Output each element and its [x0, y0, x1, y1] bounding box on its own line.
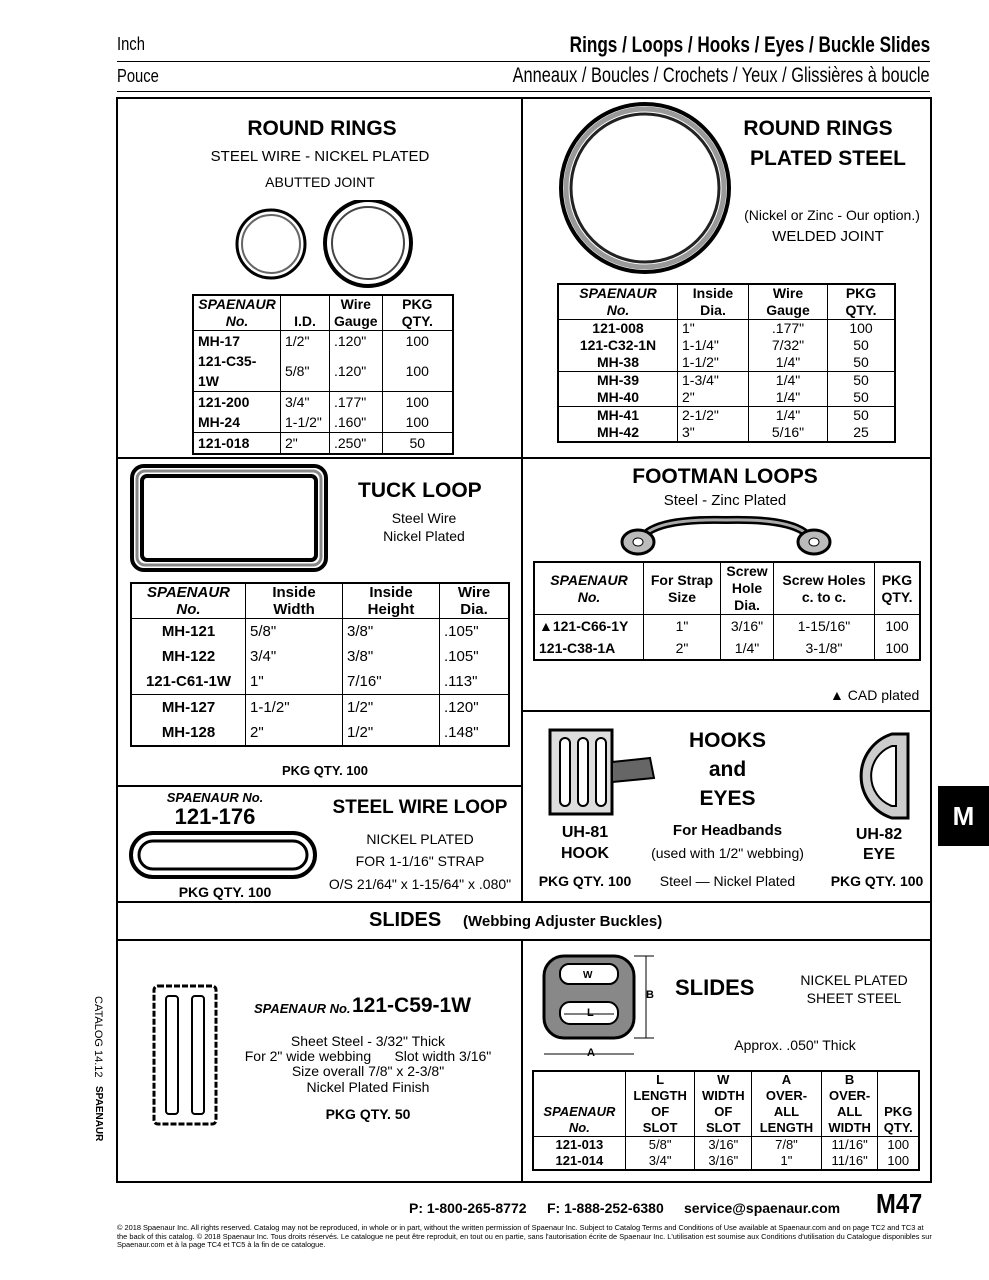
wire-loop-number: 121-176 — [174, 804, 256, 829]
table-cell: 25 — [828, 424, 896, 442]
slides-mat2: SHEET STEEL — [806, 990, 902, 1006]
footman-sub: Steel - Zinc Plated — [663, 492, 787, 509]
header-text: WIDTH — [701, 1088, 745, 1103]
table-cell: 1/4" — [749, 407, 828, 425]
table-cell: 2" — [678, 389, 749, 407]
table-row — [533, 1137, 919, 1154]
hook-label: HOOK — [561, 845, 609, 862]
table-cell: 1" — [752, 1153, 822, 1170]
eye-pkg: PKG QTY. 100 — [830, 873, 924, 889]
table-cell: 100 — [382, 351, 453, 392]
table-cell: 121-018 — [193, 433, 281, 455]
table-cell: 3" — [678, 424, 749, 442]
table-cell: .177" — [330, 392, 383, 413]
divider-center-top — [521, 97, 523, 902]
slide-left-l4: Nickel Plated Finish — [306, 1079, 430, 1095]
headbands-label: For Headbands — [672, 822, 783, 839]
table-row — [558, 337, 895, 354]
divider-left-row3 — [116, 785, 522, 787]
tuck-loop-pkg: PKG QTY. 100 — [282, 763, 368, 778]
table-header — [878, 1071, 919, 1137]
catalog-version: CATALOG 14.12 — [92, 996, 104, 1078]
header-rule-2 — [117, 91, 930, 92]
footman-loop-image — [618, 512, 834, 558]
slides-section-title: SLIDES — [369, 909, 442, 931]
table-cell: 100 — [875, 615, 921, 638]
table-cell: 50 — [382, 433, 453, 455]
round-rings-2-table: SPAENAUR No. Inside Dia. Wire Gauge PKG QTY. 121-008 1" .177" 100 121-C32-1N 1-1/4" 7/32" 50 MH-38 1-1/2" 1/4" 50 MH-39 1-3/4" 1/4" 50 MH-40 2" 1/4" 50 MH-41 2-1/2" 1/4" 50 MH-42 3" 5/16" 25 — [557, 283, 896, 443]
table-header — [695, 1071, 752, 1137]
table-cell: MH-127 — [131, 695, 246, 721]
table-cell: 121-014 — [555, 1153, 604, 1168]
table-cell: MH-121 — [161, 623, 216, 640]
table-cell: 100 — [828, 320, 896, 338]
table-row — [131, 619, 509, 645]
table-header — [752, 1071, 822, 1137]
header-text: W — [717, 1072, 730, 1087]
table-cell: 100 — [878, 1153, 919, 1170]
table-row — [558, 407, 895, 425]
header-text: OF — [651, 1104, 670, 1119]
table-row — [193, 412, 453, 433]
slide-left-l2: For 2" wide webbing Slot width 3/16" — [244, 1048, 492, 1064]
wire-loop-l2: FOR 1-1/16" STRAP — [355, 853, 485, 869]
table-row — [558, 320, 895, 338]
tuck-loop-sub2: Nickel Plated — [383, 528, 465, 544]
footman-note: ▲ CAD plated — [830, 687, 920, 703]
table-cell: 11/16" — [821, 1137, 878, 1154]
footer-phone: P: 1-800-265-8772 — [409, 1200, 527, 1216]
table-cell: .120" — [330, 331, 383, 352]
table-header-row — [533, 1071, 919, 1137]
table-row — [131, 669, 509, 695]
round-rings-2-note: (Nickel or Zinc - Our option.) — [744, 207, 920, 223]
tuck-loop-table: SPAENAUR No. Inside Width Inside Height Wire Dia. MH-121 5/8" 3/8" .105" MH-122 3/4" 3/8" .105" 121-C61-1W 1" 7/16" .113" MH-127 1-1/2" 1/2" .120" MH-128 2" 1/2" .148" — [130, 582, 510, 747]
table-row — [193, 331, 453, 352]
table-cell: .120" — [440, 695, 510, 721]
page-number: M47 — [876, 1188, 923, 1219]
table-cell: 100 — [382, 331, 453, 352]
table-cell: .120" — [330, 351, 383, 392]
slide-left-l3: Size overall 7/8" x 2-3/8" — [291, 1063, 445, 1079]
round-rings-2-joint: WELDED JOINT — [772, 228, 884, 245]
plated-ring-image — [552, 100, 742, 280]
round-rings-2-title: ROUND RINGS — [743, 117, 893, 140]
dim-a: A — [587, 1047, 595, 1059]
header-pouce: Pouce — [117, 66, 159, 86]
table-cell: 1/4" — [749, 354, 828, 372]
table-cell: 3/8" — [343, 644, 440, 669]
header-text: WIDTH — [828, 1120, 871, 1135]
table-row — [534, 637, 920, 660]
table-header — [625, 1071, 695, 1137]
wire-loop-l1: NICKEL PLATED — [366, 831, 474, 847]
wire-loop-image — [128, 830, 318, 880]
round-rings-subtitle: STEEL WIRE - NICKEL PLATED — [210, 148, 430, 165]
header-text: SLOT — [705, 1120, 741, 1135]
header-rule-1 — [117, 61, 930, 62]
tuck-loop-title: TUCK LOOP — [358, 479, 482, 502]
table-cell: MH-17 — [198, 333, 241, 349]
table-cell: 1-3/4" — [678, 372, 749, 390]
header-text: QTY. — [883, 1120, 913, 1135]
hook-number: UH-81 — [561, 824, 609, 841]
round-rings-joint: ABUTTED JOINT — [265, 174, 375, 190]
table-row — [131, 720, 509, 746]
header-text: SPAENAUR — [543, 1104, 616, 1119]
table-cell: 5/16" — [749, 424, 828, 442]
table-row — [131, 644, 509, 669]
header-text: No. — [568, 1120, 590, 1135]
table-cell: 7/8" — [752, 1137, 822, 1154]
header-text: OVER- — [765, 1088, 808, 1103]
slides-section-sub: (Webbing Adjuster Buckles) — [463, 913, 663, 930]
dim-w: W — [583, 970, 593, 981]
wire-loop-label: SPAENAUR No. — [166, 790, 264, 805]
divider-slides-bottom — [116, 939, 932, 941]
table-row — [558, 424, 895, 442]
table-cell: 121-008 — [592, 320, 644, 336]
table-cell: 121-C35-1W — [198, 353, 257, 389]
table-header — [533, 1071, 625, 1137]
divider-center-bottom — [521, 940, 523, 1183]
table-cell: .113" — [440, 669, 510, 695]
header-text: OF — [714, 1104, 733, 1119]
section-tab-m: M — [938, 786, 989, 846]
webbing-note: (used with 1/2" webbing) — [651, 845, 804, 861]
header-title-fr: Anneaux / Boucles / Crochets / Yeux / Glissières à boucle — [512, 64, 930, 87]
hook-pkg: PKG QTY. 100 — [538, 873, 632, 889]
table-cell: 1" — [246, 669, 343, 695]
table-cell: MH-42 — [596, 424, 639, 440]
table-cell: 50 — [828, 354, 896, 372]
round-rings-2-subtitle: PLATED STEEL — [750, 147, 906, 170]
table-cell: 3/16" — [695, 1153, 752, 1170]
table-cell: 3/4" — [246, 644, 343, 669]
slide-diagram — [538, 950, 663, 1062]
divider-slides-top — [116, 901, 932, 903]
header-text: A — [781, 1072, 792, 1087]
round-rings-title: ROUND RINGS — [247, 117, 397, 140]
table-cell: 121-C32-1N — [579, 337, 657, 353]
table-cell: 50 — [828, 372, 896, 390]
footer-legal: © 2018 Spaenaur Inc. All rights reserved. Catalog may not be reproduced, in whole or in part, without the written permission of Spaenaur Inc. Subject to Catalog Terms and Conditions of Use available at Spaenaur.com and on page TC2 and TC3 at the back of this catalog. © 2018 Spaenaur Inc. Tous droits réservés. Le catalogue ne peut être reproduit, en tout ou en partie, sans l'autorisation écrite de Spaenaur Inc. L'utilisation est soumise aux Conditions d'utilisation du Catalogue disponibles sur Spaenaur.com et à la page TC4 et TC5 à la fin de ce catalogue. — [117, 1223, 932, 1250]
header-text: ALL — [836, 1104, 863, 1119]
slides-mat1: NICKEL PLATED — [800, 972, 908, 988]
table-row — [558, 389, 895, 407]
divider-right-row3 — [522, 710, 932, 712]
header-text: SLOT — [642, 1120, 678, 1135]
table-cell: MH-39 — [558, 372, 678, 390]
table-cell: 1-1/2" — [678, 354, 749, 372]
table-cell: 1/2" — [343, 695, 440, 721]
header-text: LENGTH — [759, 1120, 814, 1135]
side-brand: SPAENAUR — [93, 1086, 104, 1142]
table-cell: .105" — [440, 619, 510, 645]
table-cell: MH-41 — [558, 407, 678, 425]
table-cell: .148" — [440, 720, 510, 746]
table-cell: 121-C61-1W — [145, 673, 232, 690]
table-cell: 2-1/2" — [678, 407, 749, 425]
table-cell: 3/4" — [625, 1153, 695, 1170]
wire-loop-pkg: PKG QTY. 100 — [178, 884, 272, 900]
table-cell: 1-1/2" — [246, 695, 343, 721]
slides-table — [532, 1070, 920, 1171]
table-cell: MH-122 — [161, 648, 216, 665]
hooks-material: Steel — Nickel Plated — [659, 873, 796, 889]
header-text: OVER- — [829, 1088, 871, 1103]
header-text: LENGTH — [633, 1088, 687, 1103]
header-text: ALL — [773, 1104, 800, 1119]
table-cell: 1/4" — [749, 372, 828, 390]
eye-label: EYE — [862, 846, 895, 863]
header-text: L — [656, 1072, 665, 1087]
footman-table: SPAENAUR No. For Strap Size Screw Hole Dia. Screw Holes c. to c. PKG QTY. ▲121-C66-1Y 1" 3/16" 1-15/16" 100 121-C38-1A 2" 1/4" 3-1/8" 100 — [533, 561, 921, 661]
table-row — [193, 433, 453, 455]
dim-l: L — [587, 1007, 594, 1019]
footer-email: service@spaenaur.com — [684, 1200, 841, 1216]
slide-buckle-image — [150, 982, 220, 1128]
footer-fax: F: 1-888-252-6380 — [547, 1200, 664, 1216]
table-cell: 1-15/16" — [774, 615, 875, 638]
header-title-en: Rings / Loops / Hooks / Eyes / Buckle Slides — [569, 32, 930, 57]
tuck-loop-sub1: Steel Wire — [391, 510, 457, 526]
table-cell: 50 — [828, 337, 896, 354]
header-text: B — [844, 1072, 855, 1087]
table-cell: 2" — [281, 433, 330, 455]
table-cell: .250" — [330, 433, 383, 455]
table-cell: MH-24 — [198, 414, 241, 430]
round-rings-image — [232, 200, 422, 290]
table-cell: ▲121-C66-1Y — [539, 618, 629, 634]
table-cell: 2" — [246, 720, 343, 746]
table-cell: 1/4" — [749, 389, 828, 407]
table-cell: MH-40 — [596, 389, 639, 405]
tuck-loop-image — [128, 462, 330, 574]
table-row — [131, 695, 509, 721]
table-cell: MH-128 — [161, 724, 216, 741]
table-row — [558, 354, 895, 372]
table-row — [533, 1153, 919, 1170]
table-row — [534, 615, 920, 638]
table-cell: 1-1/2" — [281, 412, 330, 433]
slide-left-label: SPAENAUR No. — [254, 1001, 351, 1016]
table-cell: 3/16" — [721, 615, 774, 638]
table-cell: 50 — [828, 389, 896, 407]
hooks-title: HOOKS — [688, 729, 766, 752]
table-cell: 1" — [644, 615, 721, 638]
table-cell: .105" — [440, 644, 510, 669]
table-cell: 121-200 — [193, 392, 281, 413]
table-cell: 100 — [382, 392, 453, 413]
table-cell: 2" — [644, 637, 721, 660]
table-cell: 3/16" — [695, 1137, 752, 1154]
table-cell: .177" — [749, 320, 828, 338]
footman-title: FOOTMAN LOOPS — [632, 465, 818, 488]
table-cell: MH-38 — [596, 354, 639, 370]
hook-image — [540, 724, 660, 822]
table-row — [558, 372, 895, 390]
table-cell: 5/8" — [625, 1137, 695, 1154]
table-cell: 121-C38-1A — [539, 640, 616, 656]
table-cell: 7/32" — [749, 337, 828, 354]
divider-row1 — [116, 457, 932, 459]
table-cell: 5/8" — [246, 619, 343, 645]
wire-loop-l3: O/S 21/64" x 1-15/64" x .080" — [328, 876, 512, 892]
table-cell: 1/2" — [281, 331, 330, 352]
table-header — [821, 1071, 878, 1137]
table-cell: 1/2" — [343, 720, 440, 746]
table-cell: .160" — [330, 412, 383, 433]
slide-left-l1: Sheet Steel - 3/32" Thick — [290, 1033, 446, 1049]
table-cell: 1/4" — [721, 637, 774, 660]
slide-left-pkg: PKG QTY. 50 — [325, 1106, 411, 1122]
slides-title: SLIDES — [675, 975, 755, 1000]
table-cell: 3/8" — [343, 619, 440, 645]
table-cell: 7/16" — [343, 669, 440, 695]
dim-b: B — [646, 989, 654, 1001]
slides-thickness: Approx. .050" Thick — [734, 1037, 856, 1053]
table-cell: 100 — [875, 637, 921, 660]
header-text: PKG — [884, 1104, 913, 1119]
table-cell: 11/16" — [821, 1153, 878, 1170]
table-cell: 5/8" — [281, 351, 330, 392]
wire-loop-title: STEEL WIRE LOOP — [332, 797, 508, 818]
hooks-and: and — [708, 758, 747, 781]
table-cell: 3/4" — [281, 392, 330, 413]
table-cell: 121-013 — [555, 1137, 604, 1152]
table-cell: 1" — [678, 320, 749, 338]
slide-left-number: 121-C59-1W — [352, 994, 472, 1017]
eye-number: UH-82 — [855, 826, 903, 843]
table-cell: 100 — [878, 1137, 919, 1154]
table-cell: 3-1/8" — [774, 637, 875, 660]
header-inch: Inch — [117, 34, 145, 54]
table-cell: 50 — [828, 407, 896, 425]
table-row — [193, 351, 453, 392]
round-rings-table: SPAENAUR No. I.D. Wire Gauge PKG QTY. MH-17 1/2" .120" 100 121-C35-1W 5/8" .120" 100 121-200 3/4" .177" 100 MH-24 1-1/2" .160" 100 121-018 2" .250" 50 — [192, 294, 454, 455]
table-cell: 1-1/4" — [678, 337, 749, 354]
table-cell: 100 — [382, 412, 453, 433]
table-row — [193, 392, 453, 413]
eye-image — [822, 728, 918, 824]
eyes-title: EYES — [699, 787, 756, 810]
